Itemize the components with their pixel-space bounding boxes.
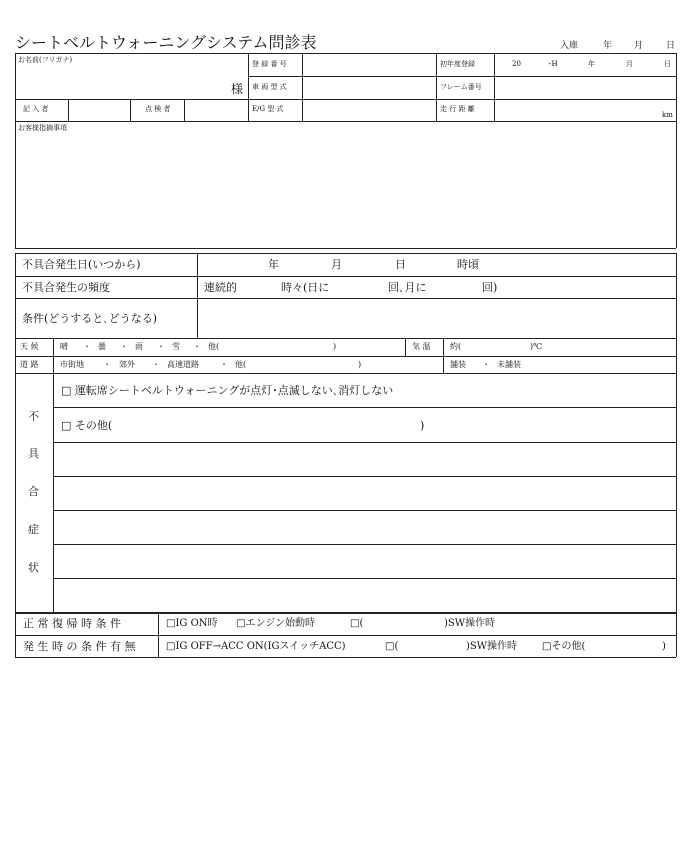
road-sep: ・ (152, 360, 160, 369)
temperature-open[interactable]: 約( (450, 342, 462, 351)
inspector-field[interactable] (186, 101, 246, 120)
mileage-unit: km (662, 111, 673, 119)
symptom-notes-field[interactable] (56, 444, 674, 610)
mileage-field[interactable] (496, 101, 656, 120)
condition-label: 条件(どうすると､どうなる) (22, 312, 158, 325)
occurrence-date-label: 不具合発生日(いつから) (22, 258, 141, 271)
weather-label: 天 候 (20, 342, 39, 351)
conditions-sw-open[interactable]: □( (385, 641, 399, 652)
road-city[interactable]: 市街地 (60, 360, 84, 369)
mileage-label: 走 行 距 離 (440, 105, 475, 113)
frequency-label: 不具合発生の頻度 (22, 281, 110, 294)
weather-cloudy[interactable]: 曇 (98, 342, 106, 351)
first-reg-label: 初年度登録 (440, 60, 475, 68)
weather-rain[interactable]: 雨 (135, 342, 143, 351)
condition-field[interactable] (200, 300, 674, 336)
conditions-other-close: ) (662, 641, 666, 652)
honorific: 様 (231, 82, 244, 96)
weather-sep: ・ (193, 342, 201, 351)
occurrence-month[interactable]: 月 (331, 258, 342, 271)
inspector-label: 点 検 者 (145, 105, 171, 113)
frame-no-label: フレーム番号 (440, 83, 482, 91)
road-label: 道 路 (20, 360, 39, 369)
eg-type-field[interactable] (304, 101, 434, 120)
road-other-close: ) (358, 360, 362, 369)
vehicle-type-field[interactable] (304, 78, 434, 98)
entry-label: 入庫 (560, 41, 579, 51)
frequency-continuous[interactable]: 連続的 (204, 281, 237, 294)
recovery-engine-start[interactable]: □エンジン始動時 (236, 618, 315, 629)
remarks-field[interactable] (17, 136, 674, 246)
first-reg-heisei: ･H (548, 60, 558, 68)
entry-year: 年 (603, 41, 613, 51)
temperature-unit: )℃ (530, 342, 543, 351)
recovery-sw-open[interactable]: □( (350, 618, 364, 629)
weather-sep: ・ (120, 342, 128, 351)
occurrence-hour[interactable]: 時頃 (457, 258, 479, 271)
first-reg-day: 日 (664, 60, 671, 68)
remarks-label: お客様指摘事項 (18, 124, 67, 132)
road-other[interactable]: 他( (235, 360, 247, 369)
temperature-label: 気 温 (412, 342, 431, 351)
symptom-side-label-5: 状 (28, 561, 39, 574)
road-highway[interactable]: 高速道路 (167, 360, 199, 369)
road-sep: ・ (482, 360, 490, 369)
weather-other-close: ) (333, 342, 337, 351)
name-field[interactable] (70, 62, 230, 94)
symptom-seatbelt-checkbox[interactable]: □ 運転席シートベルトウォーニングが点灯･点滅しない､消灯しない (61, 384, 394, 397)
first-reg-era: 20 (512, 60, 521, 68)
road-sep: ・ (220, 360, 228, 369)
conditions-other[interactable]: □その他( (542, 641, 586, 652)
reg-no-field[interactable] (304, 55, 434, 75)
occurrence-year[interactable]: 年 (268, 258, 279, 271)
road-suburb[interactable]: 郊外 (119, 360, 135, 369)
symptom-side-label-2: 具 (28, 447, 39, 460)
road-paved[interactable]: 舗装 (450, 360, 466, 369)
weather-sunny[interactable]: 晴 (60, 342, 68, 351)
frequency-per-month[interactable]: 回､月に (388, 281, 427, 294)
recovery-sw-label: )SW操作時 (444, 618, 496, 629)
symptom-other-close: ) (420, 419, 425, 432)
weather-snow[interactable]: 雪 (172, 342, 180, 351)
eg-type-label: E/G 型 式 (252, 105, 284, 113)
frame-no-field[interactable] (496, 78, 674, 98)
vehicle-type-label: 車 両 型 式 (252, 83, 287, 91)
entry-month: 月 (634, 41, 644, 51)
conditions-sw-label: )SW操作時 (466, 641, 518, 652)
conditions-ig-acc[interactable]: □IG OFF→ACC ON(IGスイッチACC) (166, 641, 346, 652)
weather-sep: ・ (157, 342, 165, 351)
recovery-label: 正 常 復 帰 時 条 件 (23, 617, 121, 630)
form-title: シートベルトウォーニングシステム問診表 (15, 33, 317, 52)
frequency-close: 回) (482, 281, 498, 294)
symptom-other-checkbox[interactable]: □ その他( (61, 419, 113, 432)
writer-field[interactable] (70, 101, 128, 120)
road-unpaved[interactable]: 未舗装 (497, 360, 521, 369)
reg-no-label: 登 録 番 号 (252, 60, 287, 68)
frequency-per-day[interactable]: 時々(日に (281, 281, 330, 294)
weather-sep: ・ (83, 342, 91, 351)
writer-label: 記 入 者 (23, 105, 49, 113)
first-reg-month: 月 (626, 60, 633, 68)
name-label: お名前(フリガナ) (18, 56, 73, 64)
road-sep: ・ (103, 360, 111, 369)
symptom-side-label-3: 合 (28, 485, 39, 498)
entry-day: 日 (666, 41, 676, 51)
recovery-ig-on[interactable]: □IG ON時 (166, 618, 218, 629)
weather-other[interactable]: 他( (208, 342, 220, 351)
symptom-side-label-1: 不 (28, 410, 39, 423)
first-reg-year: 年 (588, 60, 595, 68)
conditions-label: 発 生 時 の 条 件 有 無 (23, 640, 136, 653)
occurrence-day[interactable]: 日 (395, 258, 406, 271)
symptom-side-label-4: 症 (28, 523, 39, 536)
